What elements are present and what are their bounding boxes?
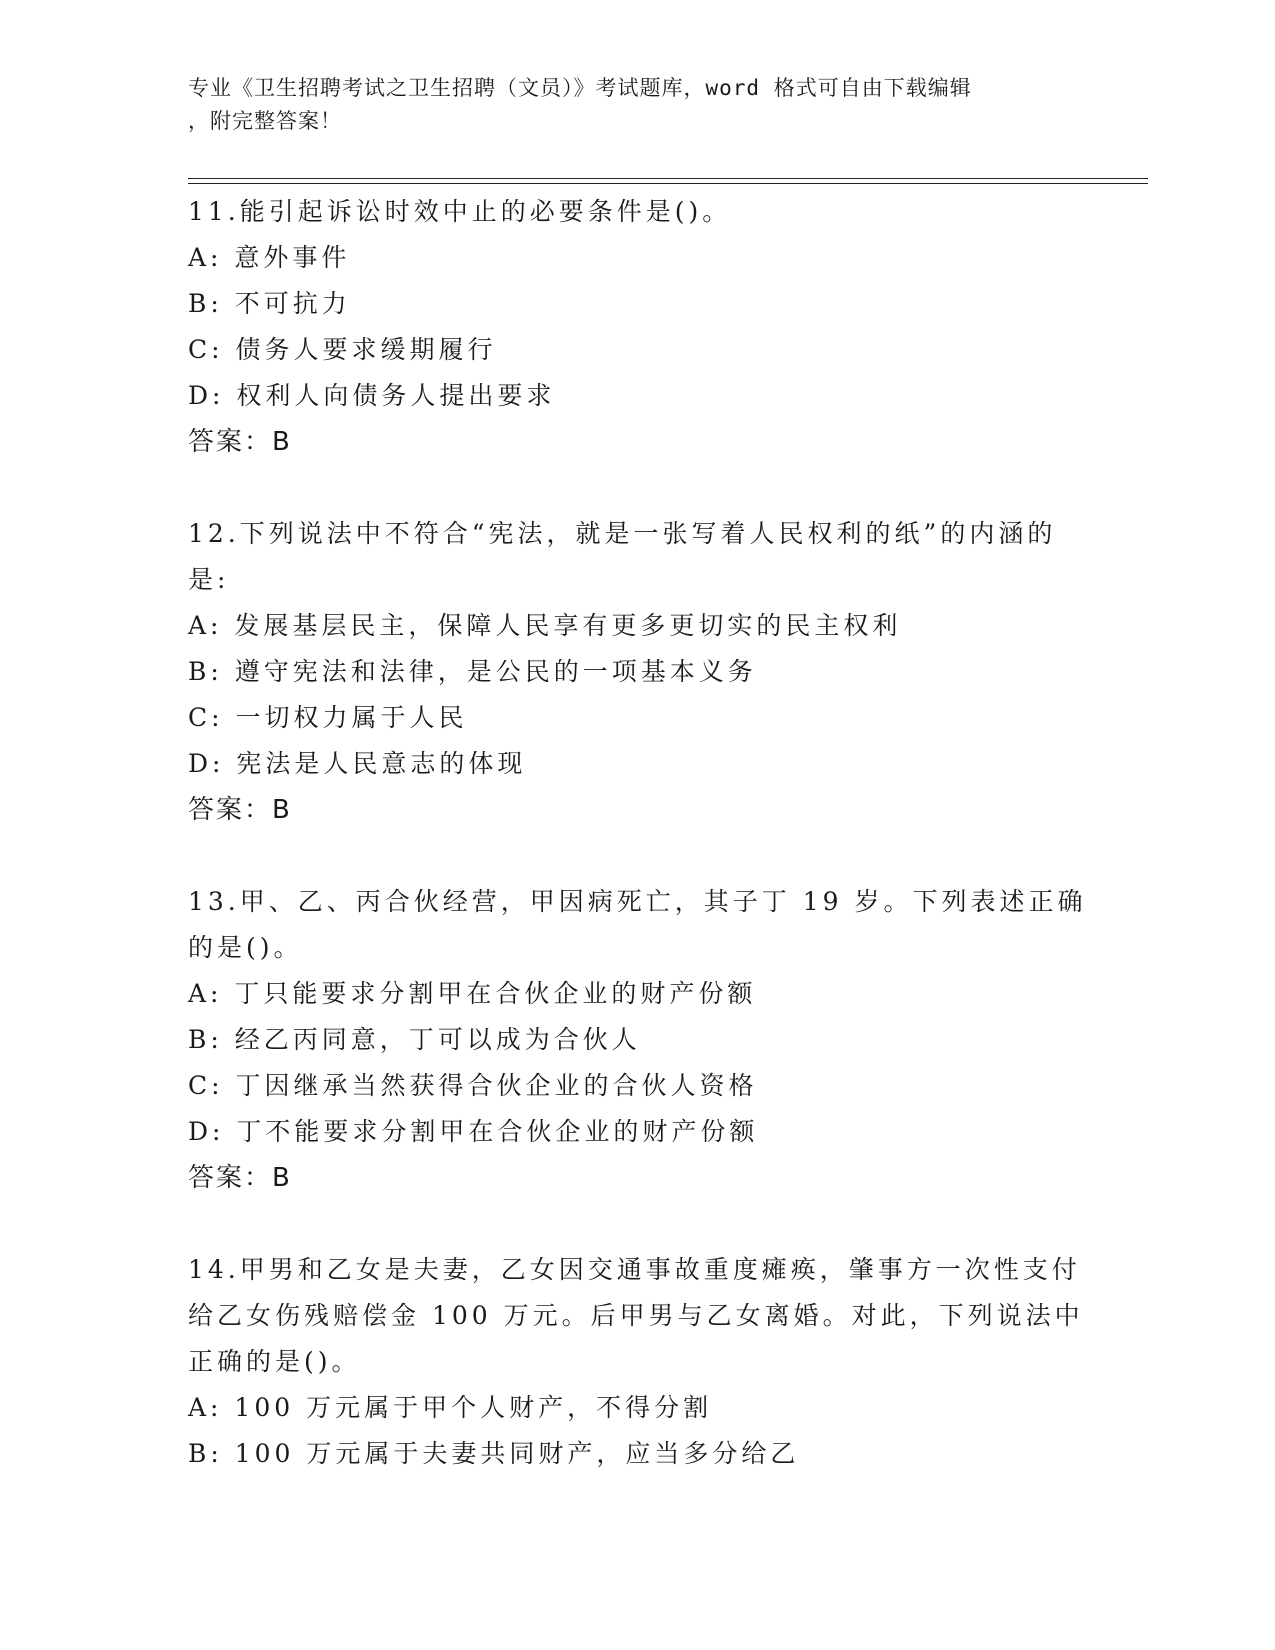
header-divider-bottom — [188, 183, 1148, 184]
question-list — [188, 189, 1088, 1477]
document-header — [188, 72, 1088, 138]
answer-key: 答案：B — [188, 1163, 292, 1193]
question-stem: 的是()。 — [188, 933, 303, 962]
question-stem: 12.下列说法中不符合“宪法，就是一张写着人民权利的纸”的内涵的 — [188, 519, 1057, 548]
question-spacer — [188, 833, 1088, 879]
question-stem: 正确的是()。 — [188, 1347, 361, 1376]
answer-option: B: 经乙丙同意，丁可以成为合伙人 — [188, 1025, 641, 1054]
question-stem: 13.甲、乙、丙合伙经营，甲因病死亡，其子丁 19 岁。下列表述正确 — [188, 887, 1087, 916]
answer-key: 答案：B — [188, 427, 292, 457]
header-line-2: ，附完整答案！ — [188, 109, 342, 133]
question-block — [188, 1247, 1088, 1477]
answer-option: D: 丁不能要求分割甲在合伙企业的财产份额 — [188, 1117, 759, 1146]
question-spacer — [188, 465, 1088, 511]
question-stem: 给乙女伤残赔偿金 100 万元。后甲男与乙女离婚。对此，下列说法中 — [188, 1301, 1084, 1330]
question-block — [188, 511, 1088, 833]
answer-option: A: 发展基层民主，保障人民享有更多更切实的民主权利 — [188, 611, 902, 640]
answer-option: C: 债务人要求缓期履行 — [188, 335, 497, 364]
answer-option: B: 不可抗力 — [188, 289, 351, 318]
answer-option: B: 100 万元属于夫妻共同财产，应当多分给乙 — [188, 1439, 800, 1468]
header-divider-top — [188, 178, 1148, 179]
question-block — [188, 189, 1088, 465]
answer-option: D: 宪法是人民意志的体现 — [188, 749, 527, 778]
answer-option: D: 权利人向债务人提出要求 — [188, 381, 556, 410]
answer-option: B: 遵守宪法和法律，是公民的一项基本义务 — [188, 657, 757, 686]
question-stem: 是: — [188, 565, 230, 594]
answer-key: 答案：B — [188, 795, 292, 825]
answer-option: A: 意外事件 — [188, 243, 351, 272]
question-stem: 14.甲男和乙女是夫妻，乙女因交通事故重度瘫痪，肇事方一次性支付 — [188, 1255, 1081, 1284]
question-stem: 11.能引起诉讼时效中止的必要条件是()。 — [188, 197, 732, 226]
answer-option: C: 一切权力属于人民 — [188, 703, 468, 732]
answer-option: C: 丁因继承当然获得合伙企业的合伙人资格 — [188, 1071, 758, 1100]
header-line-1: 专业《卫生招聘考试之卫生招聘（文员）》考试题库，word 格式可自由下载编辑 — [188, 76, 972, 100]
answer-option: A: 丁只能要求分割甲在合伙企业的财产份额 — [188, 979, 757, 1008]
question-block — [188, 879, 1088, 1201]
answer-option: A: 100 万元属于甲个人财产，不得分割 — [188, 1393, 713, 1422]
question-spacer — [188, 1201, 1088, 1247]
